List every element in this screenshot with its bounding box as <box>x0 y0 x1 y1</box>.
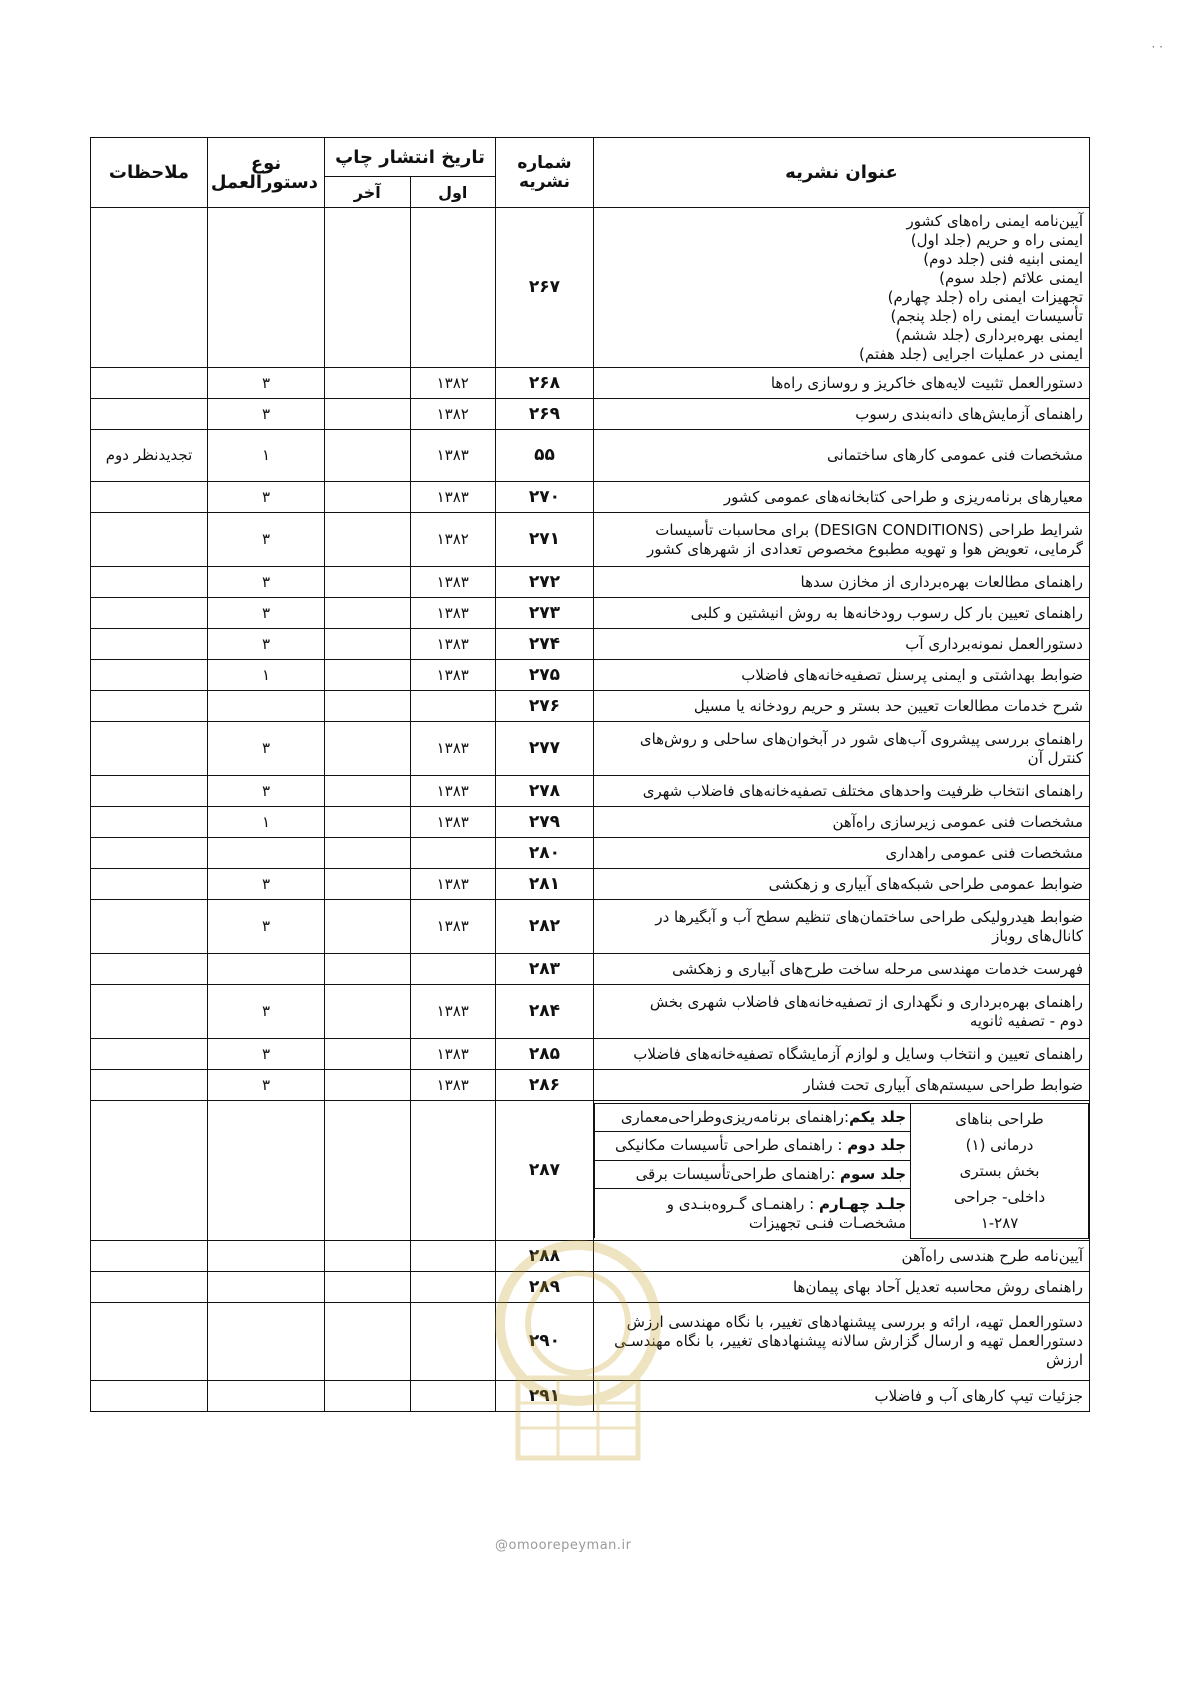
row-type <box>208 1101 325 1241</box>
row-notes <box>91 513 208 567</box>
row-type: ۱ <box>208 430 325 482</box>
title-line: تأسیسات ایمنی راه (جلد پنجم) <box>890 306 1083 325</box>
title-line: دستورالعمل تثبیت لایه‌های خاکریز و روسازی راه‌ها <box>770 373 1083 392</box>
title-line: راهنمای بررسی پیشروی آب‌های شور در آبخوان‌های ساحلی و روش‌های <box>639 729 1083 748</box>
header-type: نوع دستورالعمل <box>208 138 325 208</box>
title-line: مشخصات فنی عمومی زیرسازی راه‌آهن <box>832 812 1083 831</box>
row-last-print <box>325 1070 411 1101</box>
row-type: ۳ <box>208 900 325 954</box>
table-row <box>91 629 1090 660</box>
row-type: ۳ <box>208 869 325 900</box>
row-first-print <box>410 208 496 368</box>
volume-text: :راهنمای طراحی‌تأسیسات برقی <box>635 1165 841 1184</box>
title-line: دستورالعمل تهیه، ارائه و بررسی پیشنهادهای تغییر، با نگاه مهندسی ارزش <box>626 1313 1083 1331</box>
row-last-print <box>325 776 411 807</box>
title-line: ایمنی راه و حریم (جلد اول) <box>910 230 1083 249</box>
row-first-print: ۱۳۸۳ <box>410 776 496 807</box>
row-notes <box>91 776 208 807</box>
title-line: فهرست خدمات مهندسی مرحله ساخت طرح‌های آبیاری و زهکشی <box>672 959 1083 978</box>
row-first-print: ۱۳۸۳ <box>410 1039 496 1070</box>
title-line: دستورالعمل تهیه و ارسال گزارش سالانه پیشنهادهای تغییر، با نگاه مهندسـی <box>614 1332 1083 1350</box>
row-number: ۲۷۸ <box>496 776 594 807</box>
row-number: ۲۸۸ <box>496 1241 594 1272</box>
row-notes <box>91 869 208 900</box>
row-last-print <box>325 900 411 954</box>
table-row <box>91 208 1090 368</box>
row-type <box>208 1381 325 1412</box>
title-line: کنترل آن <box>1027 748 1083 767</box>
row-last-print <box>325 838 411 869</box>
row-number: ۲۷۷ <box>496 722 594 776</box>
row-notes <box>91 1039 208 1070</box>
header-last: آخر <box>325 177 411 208</box>
row-last-print <box>325 567 411 598</box>
title-line: معیارهای برنامه‌ریزی و طراحی کتابخانه‌های عمومی کشور <box>723 487 1083 506</box>
row-title <box>594 985 1090 1039</box>
title-line: آیین‌نامه ایمنی راه‌های کشور <box>906 211 1083 230</box>
title-line: مشخصات فنی عمومی راهداری <box>885 843 1083 862</box>
row-first-print: ۱۳۸۳ <box>410 430 496 482</box>
row-last-print <box>325 954 411 985</box>
table-row-287 <box>91 1101 1090 1241</box>
header-publish-date: تاریخ انتشار چاپ <box>325 138 496 177</box>
title-line: ایمنی در عملیات اجرایی (جلد هفتم) <box>859 344 1083 363</box>
row-first-print <box>410 1101 496 1241</box>
row-type: ۳ <box>208 1039 325 1070</box>
volume-cell <box>595 1103 911 1132</box>
volume-label: جلد دوم <box>847 1136 907 1155</box>
title-line: راهنمای آزمایش‌های دانه‌بندی رسوب <box>855 404 1083 423</box>
table-row <box>91 368 1090 399</box>
volume-label: جلد یکم <box>849 1107 907 1126</box>
group-name <box>911 1103 1089 1238</box>
row-number: ۲۸۰ <box>496 838 594 869</box>
row-first-print <box>410 1303 496 1381</box>
row-notes <box>91 1241 208 1272</box>
row-number: ۲۷۴ <box>496 629 594 660</box>
volume-cell <box>595 1160 911 1189</box>
row-number: ۲۷۹ <box>496 807 594 838</box>
row-type: ۳ <box>208 598 325 629</box>
row-last-print <box>325 1381 411 1412</box>
volume-label: جلد سوم <box>840 1165 907 1184</box>
row-notes <box>91 660 208 691</box>
row-last-print <box>325 430 411 482</box>
header-title: عنوان نشریه <box>594 138 1090 208</box>
row-first-print: ۱۳۸۳ <box>410 598 496 629</box>
row-type <box>208 1272 325 1303</box>
row-title <box>594 430 1090 482</box>
row-number: ۲۸۲ <box>496 900 594 954</box>
title-line: ضوابط هیدرولیکی طراحی ساختمان‌های تنظیم سطح آب و آبگیرها در <box>655 907 1083 926</box>
row-type: ۳ <box>208 776 325 807</box>
row-notes <box>91 1303 208 1381</box>
title-line: راهنمای تعیین بار کل رسوب رودخانه‌ها به روش انیشتین و کلبی <box>690 603 1083 622</box>
row-last-print <box>325 660 411 691</box>
row-last-print <box>325 807 411 838</box>
row-number: ۲۶۷ <box>496 208 594 368</box>
row-number: ۲۷۱ <box>496 513 594 567</box>
table-row <box>91 1039 1090 1070</box>
title-line: ایمنی علائم (جلد سوم) <box>939 268 1083 287</box>
row-notes <box>91 838 208 869</box>
row-notes <box>91 900 208 954</box>
row-last-print <box>325 1101 411 1241</box>
row-type <box>208 691 325 722</box>
row-last-print <box>325 722 411 776</box>
row-title <box>594 513 1090 567</box>
table-row <box>91 482 1090 513</box>
table-row <box>91 900 1090 954</box>
header-notes: ملاحظات <box>91 138 208 208</box>
row-number: ۲۸۴ <box>496 985 594 1039</box>
volume-label: جلـد چهـارم <box>818 1194 907 1213</box>
watermark-seal <box>488 1228 668 1468</box>
row-type: ۱ <box>208 807 325 838</box>
volume-cell <box>595 1132 911 1161</box>
row-number: ۲۶۸ <box>496 368 594 399</box>
row-notes <box>91 691 208 722</box>
row-first-print <box>410 1381 496 1412</box>
row-notes: تجدیدنظر دوم <box>91 430 208 482</box>
row-last-print <box>325 1303 411 1381</box>
row-last-print <box>325 1272 411 1303</box>
table-row <box>91 954 1090 985</box>
row-last-print <box>325 513 411 567</box>
table-row <box>91 567 1090 598</box>
group-line: داخلی- جراحی <box>953 1187 1046 1206</box>
row-number: ۲۷۳ <box>496 598 594 629</box>
row-last-print <box>325 1039 411 1070</box>
row-type <box>208 208 325 368</box>
row-first-print: ۱۳۸۳ <box>410 900 496 954</box>
row-title <box>594 869 1090 900</box>
group-line: بخش بستری <box>959 1161 1040 1180</box>
row-number: ۲۷۲ <box>496 567 594 598</box>
row-title <box>594 900 1090 954</box>
row-number: ۲۸۱ <box>496 869 594 900</box>
table-row <box>91 598 1090 629</box>
group-line: درمانی (۱) <box>965 1135 1034 1154</box>
row-title <box>594 399 1090 430</box>
title-line: ایمنی بهره‌برداری (جلد ششم) <box>895 325 1083 344</box>
table-row <box>91 513 1090 567</box>
row-notes <box>91 368 208 399</box>
row-title-287 <box>594 1101 1090 1241</box>
volumes-table <box>594 1103 1089 1239</box>
row-type: ۳ <box>208 567 325 598</box>
row-first-print: ۱۳۸۳ <box>410 985 496 1039</box>
row-title <box>594 722 1090 776</box>
row-type: ۳ <box>208 513 325 567</box>
table-row <box>91 722 1090 776</box>
title-line: ارزش <box>1046 1351 1083 1369</box>
row-number: ۲۷۵ <box>496 660 594 691</box>
row-notes <box>91 954 208 985</box>
row-type <box>208 838 325 869</box>
row-last-print <box>325 208 411 368</box>
row-last-print <box>325 629 411 660</box>
publications-table <box>90 137 1090 1412</box>
row-type: ۳ <box>208 629 325 660</box>
row-type: ۳ <box>208 722 325 776</box>
row-last-print <box>325 869 411 900</box>
row-first-print: ۱۳۸۳ <box>410 869 496 900</box>
table-row <box>91 985 1090 1039</box>
row-notes <box>91 629 208 660</box>
title-line: گرمایی، تعویض هوا و تهویه مطبوع مخصوص تعدادی از شهرهای کشور <box>646 539 1083 558</box>
table-row <box>91 807 1090 838</box>
row-first-print <box>410 1241 496 1272</box>
header-number: شماره نشریه <box>496 138 594 208</box>
table-row <box>91 838 1090 869</box>
table-row <box>91 430 1090 482</box>
row-first-print <box>410 691 496 722</box>
row-notes <box>91 1381 208 1412</box>
row-first-print: ۱۳۸۳ <box>410 482 496 513</box>
row-title <box>594 567 1090 598</box>
corner-mark: · · <box>1151 40 1163 54</box>
row-type: ۱ <box>208 660 325 691</box>
row-title <box>594 629 1090 660</box>
row-number: ۲۸۳ <box>496 954 594 985</box>
row-type: ۳ <box>208 1070 325 1101</box>
volume-row <box>595 1103 1089 1132</box>
title-line: راهنمای تعیین و انتخاب وسایل و لوازم آزمایشگاه تصفیه‌خانه‌های فاضلاب <box>633 1044 1083 1063</box>
row-notes <box>91 482 208 513</box>
row-first-print: ۱۳۸۲ <box>410 399 496 430</box>
row-first-print <box>410 1272 496 1303</box>
group-line: ۱-۲۸۷ <box>980 1213 1019 1232</box>
title-line: راهنمای مطالعات بهره‌برداری از مخازن سدها <box>800 572 1083 591</box>
row-type <box>208 1241 325 1272</box>
row-number: ۵۵ <box>496 430 594 482</box>
row-type: ۳ <box>208 985 325 1039</box>
row-title <box>594 1039 1090 1070</box>
row-title <box>594 691 1090 722</box>
title-line: شرایط طراحی (DESIGN CONDITIONS) برای محاسبات تأسیسات <box>655 520 1083 539</box>
row-title <box>594 807 1090 838</box>
row-first-print: ۱۳۸۳ <box>410 807 496 838</box>
volume-text: : راهنمـای گـروه‌بنـدی و مشخصـات فنـی تجهیزات <box>666 1194 907 1232</box>
row-notes <box>91 1272 208 1303</box>
title-line: ضوابط طراحی سیستم‌های آبیاری تحت فشار <box>803 1075 1083 1094</box>
row-number: ۲۸۶ <box>496 1070 594 1101</box>
row-last-print <box>325 598 411 629</box>
table-row <box>91 691 1090 722</box>
row-type <box>208 1303 325 1381</box>
row-type: ۳ <box>208 482 325 513</box>
row-number: ۲۸۵ <box>496 1039 594 1070</box>
row-notes <box>91 567 208 598</box>
row-last-print <box>325 368 411 399</box>
row-notes <box>91 598 208 629</box>
group-line: طراحی بناهای <box>955 1109 1044 1128</box>
title-line: مشخصات فنی عمومی کارهای ساختمانی <box>826 446 1083 464</box>
row-notes <box>91 985 208 1039</box>
row-notes <box>91 722 208 776</box>
title-line: تجهیزات ایمنی راه (جلد چهارم) <box>887 287 1083 306</box>
row-first-print: ۱۳۸۲ <box>410 368 496 399</box>
row-number: ۲۷۰ <box>496 482 594 513</box>
row-last-print <box>325 985 411 1039</box>
row-first-print: ۱۳۸۳ <box>410 1070 496 1101</box>
row-first-print <box>410 838 496 869</box>
row-title <box>594 838 1090 869</box>
row-last-print <box>325 399 411 430</box>
row-number: ۲۷۶ <box>496 691 594 722</box>
row-number: ۲۸۹ <box>496 1272 594 1303</box>
row-title <box>594 482 1090 513</box>
row-number: ۲۶۹ <box>496 399 594 430</box>
title-line: دستورالعمل نمونه‌برداری آب <box>905 634 1083 653</box>
row-title <box>594 208 1090 368</box>
row-notes <box>91 1070 208 1101</box>
row-title <box>594 1070 1090 1101</box>
row-notes <box>91 1101 208 1241</box>
row-last-print <box>325 1241 411 1272</box>
title-line: ضوابط عمومی طراحی شبکه‌های آبیاری و زهکشی <box>768 874 1083 893</box>
row-title <box>594 660 1090 691</box>
row-type: ۳ <box>208 399 325 430</box>
title-line: ایمنی ابنیه فنی (جلد دوم) <box>923 249 1083 268</box>
title-line: راهنمای انتخاب ظرفیت واحدهای مختلف تصفیه‌خانه‌های فاضلاب شهری <box>642 781 1083 800</box>
row-first-print: ۱۳۸۳ <box>410 567 496 598</box>
row-title <box>594 598 1090 629</box>
title-line: آیین‌نامه طرح هندسی راه‌آهن <box>901 1246 1083 1265</box>
row-first-print <box>410 954 496 985</box>
table-row <box>91 660 1090 691</box>
row-title <box>594 776 1090 807</box>
title-line: شرح خدمات مطالعات تعیین حد بستر و حریم رودخانه یا مسیل <box>693 696 1083 715</box>
title-line: کانال‌های روباز <box>992 926 1083 945</box>
row-first-print: ۱۳۸۲ <box>410 513 496 567</box>
row-first-print: ۱۳۸۳ <box>410 722 496 776</box>
row-number: ۲۸۷ <box>496 1101 594 1241</box>
table-row <box>91 1070 1090 1101</box>
title-line: جزئیات تیپ کارهای آب و فاضلاب <box>874 1386 1083 1405</box>
row-title <box>594 368 1090 399</box>
title-line: راهنمای روش محاسبه تعدیل آحاد بهای پیمان‌ها <box>792 1277 1083 1296</box>
row-first-print: ۱۳۸۳ <box>410 660 496 691</box>
row-title <box>594 954 1090 985</box>
title-line: راهنمای بهره‌برداری و نگهداری از تصفیه‌خانه‌های فاضلاب شهری بخش <box>649 992 1083 1011</box>
row-notes <box>91 399 208 430</box>
row-number: ۲۹۰ <box>496 1303 594 1381</box>
row-type <box>208 954 325 985</box>
title-line: دوم - تصفیه ثانویه <box>969 1011 1083 1030</box>
volume-text: :راهنمای برنامه‌ریزی‌وطراحی‌معماری <box>620 1107 850 1126</box>
title-line: ضوابط بهداشتی و ایمنی پرسنل تصفیه‌خانه‌های فاضلاب <box>741 665 1083 684</box>
row-number: ۲۹۱ <box>496 1381 594 1412</box>
row-first-print: ۱۳۸۳ <box>410 629 496 660</box>
row-last-print <box>325 482 411 513</box>
table-row <box>91 776 1090 807</box>
volume-text: : راهنمای طراحی تأسیسات مکانیکی <box>615 1136 848 1155</box>
watermark-site: @omoorepeyman.ir <box>495 1538 632 1553</box>
table-row <box>91 399 1090 430</box>
row-last-print <box>325 691 411 722</box>
header-first: اول <box>410 177 496 208</box>
row-notes <box>91 807 208 838</box>
table-row <box>91 869 1090 900</box>
row-type: ۳ <box>208 368 325 399</box>
row-notes <box>91 208 208 368</box>
